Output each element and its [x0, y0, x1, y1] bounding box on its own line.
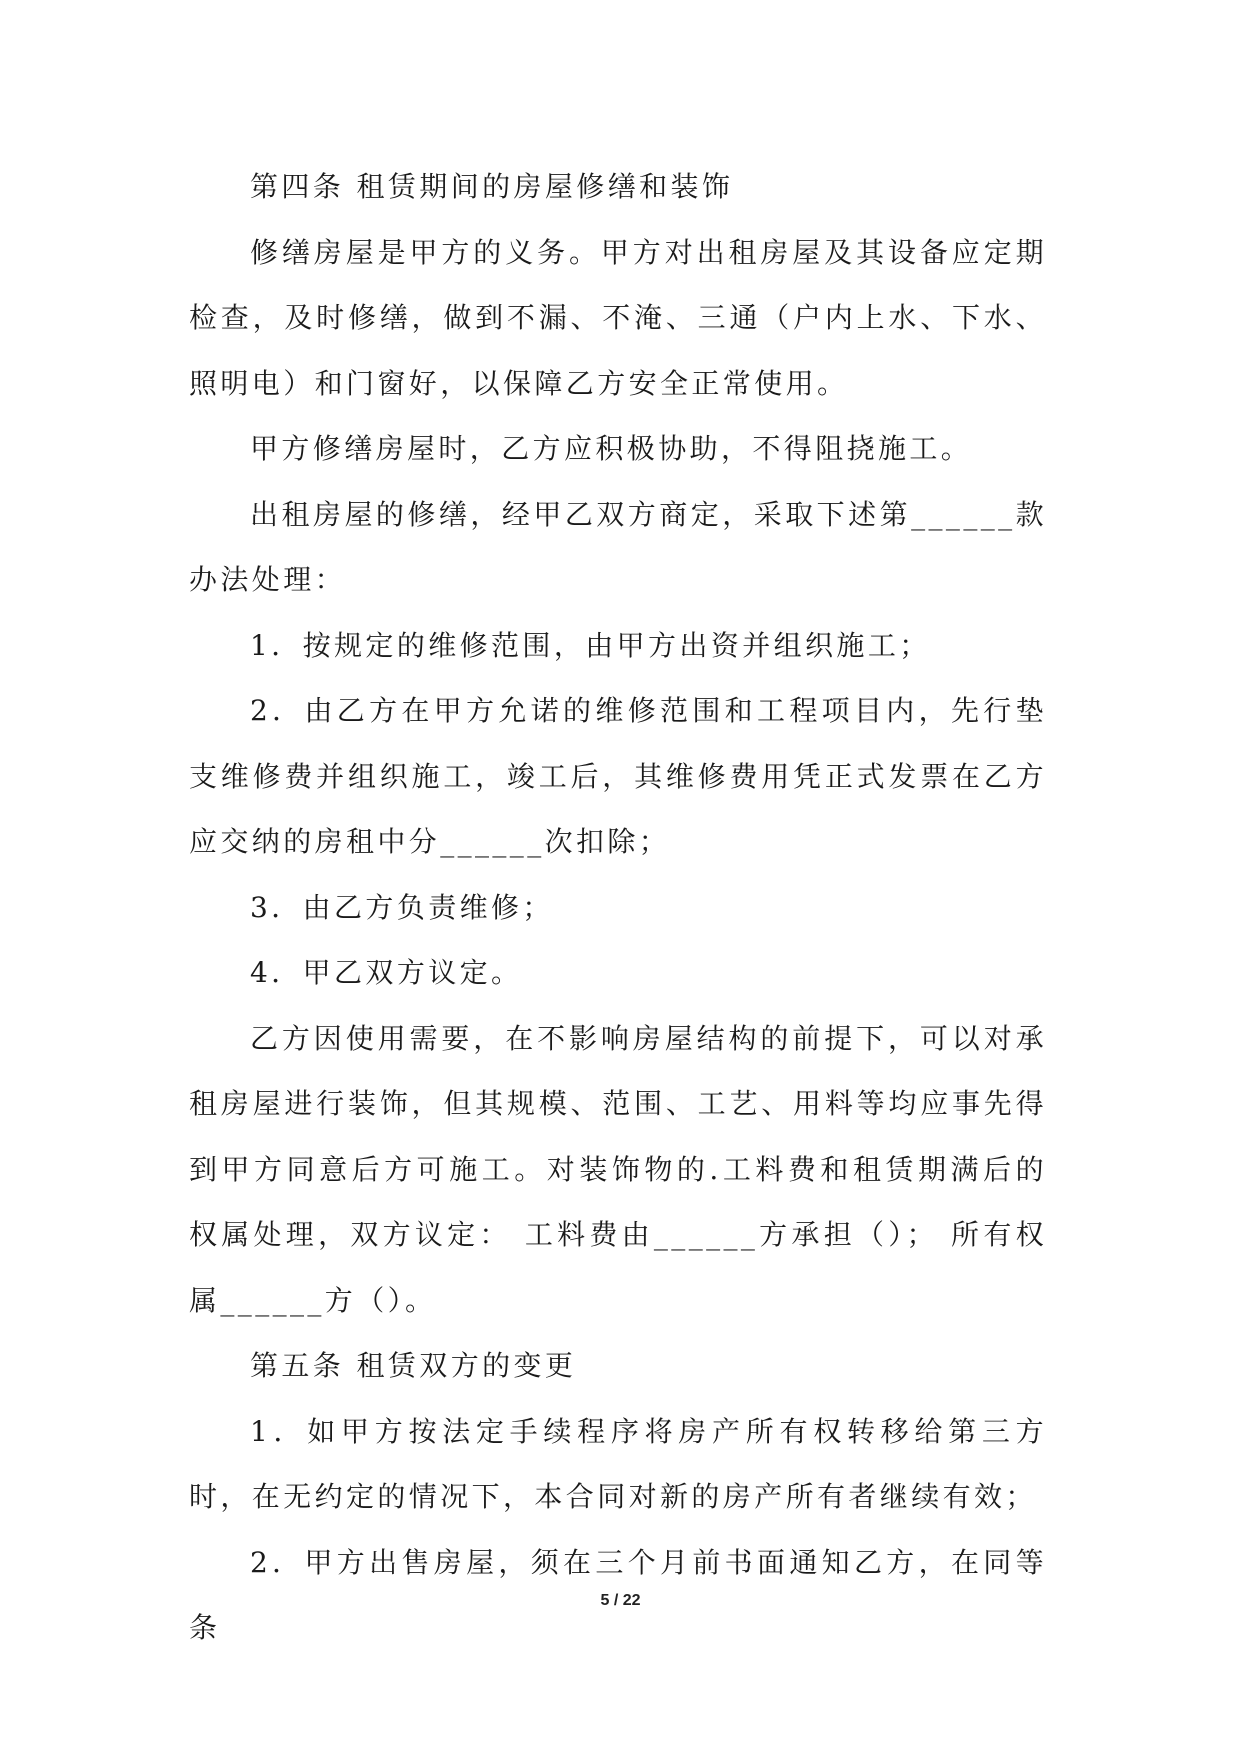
- list-item-option-3: 3．由乙方负责维修；: [250, 890, 554, 924]
- paragraph-repair-obligation: 修缮房屋是甲方的义务。甲方对出租房屋及其设备应定期检查，及时修缮，做到不漏、不淹、三通（户内上水、下水、照明电）和门窗好，以保障乙方安全正常使用。: [189, 235, 1047, 400]
- paragraph-repair-method: 出租房屋的修缮，经甲乙双方商定，采取下述第______款办法处理：: [189, 497, 1047, 596]
- list-item-change-1: 1．如甲方按法定手续程序将房产所有权转移给第三方时，在无约定的情况下，本合同对新的房产所有者继续有效；: [189, 1414, 1047, 1513]
- paragraph-decoration: 乙方因使用需要，在不影响房屋结构的前提下，可以对承租房屋进行装饰，但其规模、范围、工艺、用料等均应事先得到甲方同意后方可施工。对装饰物的.工料费和租赁期满后的权属处理，双方议定： 工料费由______方承担（）； 所有权属______方（）。: [189, 1021, 1047, 1317]
- paragraph-tenant-assist: 甲方修缮房屋时，乙方应积极协助，不得阻挠施工。: [250, 432, 973, 465]
- list-item-option-1: 1．按规定的维修范围，由甲方出资并组织施工；: [250, 628, 931, 662]
- list-item-option-2: 2．由乙方在甲方允诺的维修范围和工程项目内，先行垫支维修费并组织施工，竣工后，其维修费用凭正式发票在乙方应交纳的房租中分______次扣除；: [189, 694, 1047, 858]
- article-5-heading: 第五条 租赁双方的变更: [250, 1349, 577, 1382]
- list-item-option-4: 4．甲乙双方议定。: [250, 956, 523, 989]
- document-body: [189, 154, 1047, 1661]
- article-4-heading: 第四条 租赁期间的房屋修缮和装饰: [250, 170, 734, 203]
- page-number: 5 / 22: [600, 1592, 641, 1609]
- list-item-change-2: 2．甲方出售房屋，须在三个月前书面通知乙方，在同等条: [189, 1545, 1047, 1644]
